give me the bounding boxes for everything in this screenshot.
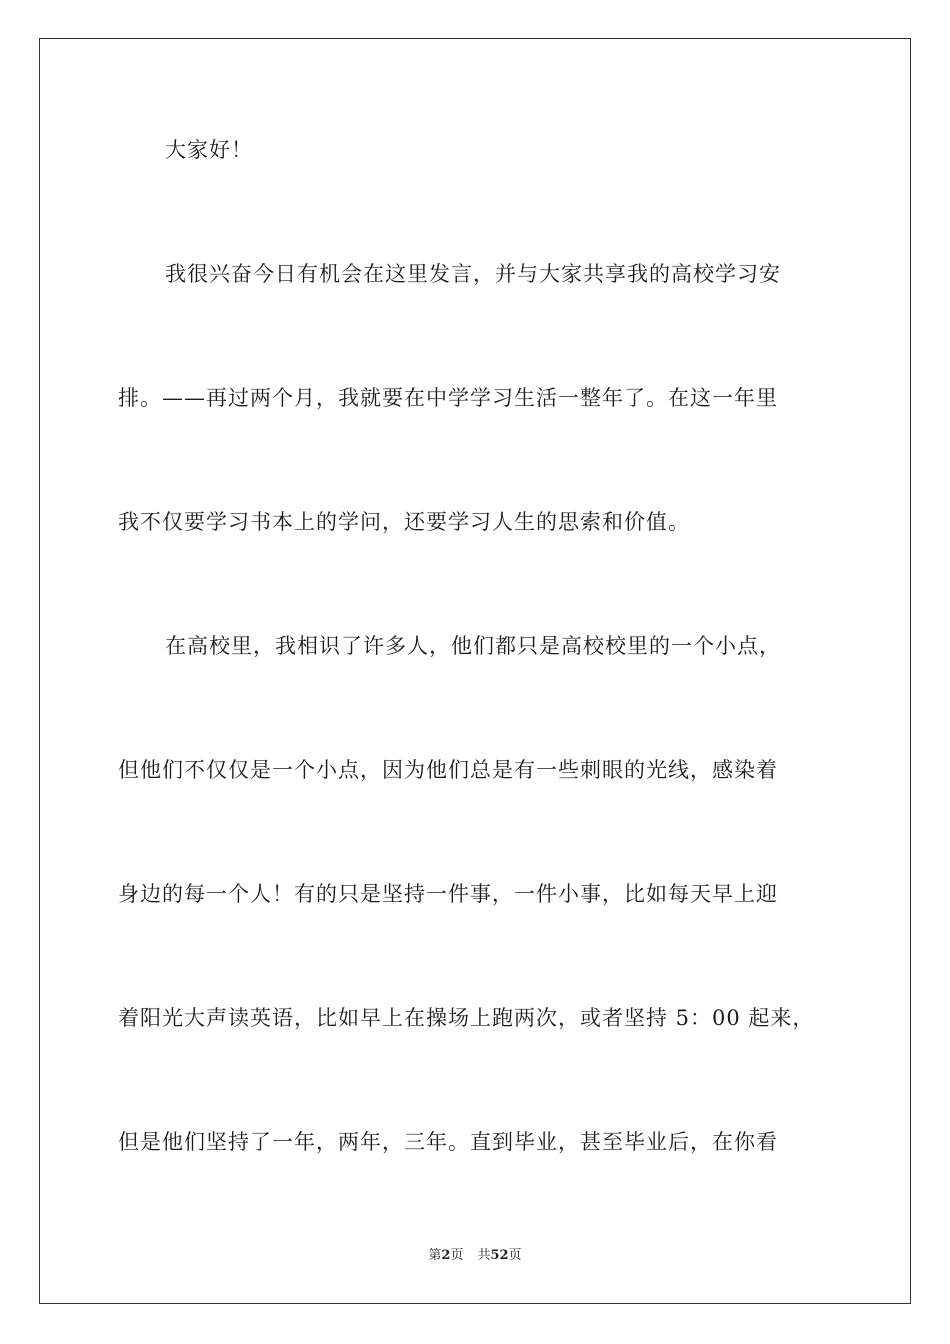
paragraph-2-line-3: 身边的每一个人！有的只是坚持一件事，一件小事，比如每天早上迎: [118, 882, 778, 906]
paragraph-2-line-1: 在高校里，我相识了许多人，他们都只是高校校里的一个小点，: [165, 634, 781, 658]
paragraph-2-line-4: 着阳光大声读英语，比如早上在操场上跑两次，或者坚持 5：00 起来，: [118, 1006, 815, 1030]
page-border: [39, 38, 911, 1304]
page-prefix: 第: [428, 1248, 442, 1263]
total-prefix: 共: [477, 1248, 491, 1263]
page-footer: [0, 1247, 950, 1265]
page-suffix: 页: [450, 1248, 464, 1263]
total-suffix: 页: [508, 1248, 522, 1263]
total-pages: 52: [490, 1248, 509, 1263]
page-number: 2: [441, 1248, 451, 1263]
paragraph-1-line-1: 我很兴奋今日有机会在这里发言，并与大家共享我的高校学习安: [165, 262, 781, 286]
paragraph-1-line-2: 排。——再过两个月，我就要在中学学习生活一整年了。在这一年里: [118, 386, 778, 410]
greeting-line: 大家好！: [165, 138, 253, 162]
paragraph-2-line-2: 但他们不仅仅是一个小点，因为他们总是有一些刺眼的光线，感染着: [118, 758, 778, 782]
paragraph-2-line-5: 但是他们坚持了一年，两年，三年。直到毕业，甚至毕业后，在你看: [118, 1130, 778, 1154]
paragraph-1-line-3: 我不仅要学习书本上的学问，还要学习人生的思索和价值。: [118, 510, 690, 534]
